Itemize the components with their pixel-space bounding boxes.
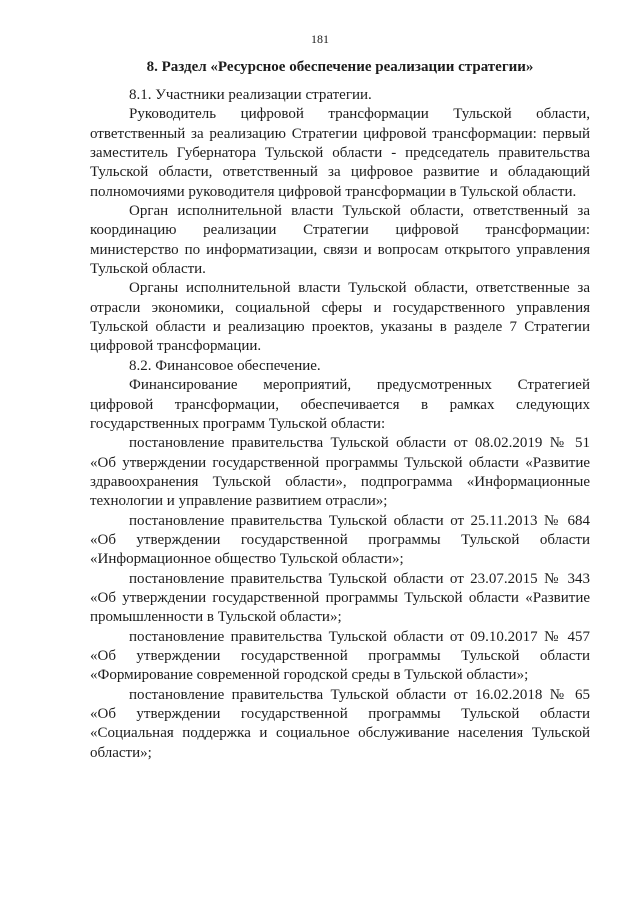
paragraph-coordinating-authority: Орган исполнительной власти Тульской области, ответственный за координацию реализации Стратегии цифровой трансформации: министерство по информатизации, связи и вопросам открытого управления Тульской области. — [90, 203, 590, 278]
page-number: 181 — [311, 32, 329, 46]
subsection-heading-participants: 8.1. Участники реализации стратегии. — [129, 87, 372, 103]
paragraph-program-industry: постановление правительства Тульской области от 23.07.2015 № 343 «Об утверждении государственной программы Тульской области «Развитие промышленности в Тульской области»; — [90, 570, 590, 626]
paragraph-program-information-society: постановление правительства Тульской области от 25.11.2013 № 684 «Об утверждении государственной программы Тульской области «Информационное общество Тульской области»; — [90, 512, 590, 568]
paragraph-financing-intro: Финансирование мероприятий, предусмотренных Стратегией цифровой трансформации, обеспечивается в рамках следующих государственных программ Тульской области: — [90, 377, 590, 432]
subsection-heading-financing: 8.2. Финансовое обеспечение. — [129, 357, 321, 374]
paragraph-program-healthcare: постановление правительства Тульской области от 08.02.2019 № 51 «Об утверждении государственной программы Тульской области «Развитие здравоохранения Тульской области», подпрограмма «Информационные технологии и управление развитием отрасли»; — [90, 435, 590, 510]
paragraph-program-social-support: постановление правительства Тульской области от 16.02.2018 № 65 «Об утверждении государственной программы Тульской области «Социальная поддержка и социальное обслуживание населения Тульской области»; — [90, 686, 590, 761]
paragraph-digital-transformation-head: Руководитель цифровой трансформации Тульской области, ответственный за реализацию Стратегии цифровой трансформации: первый заместитель Губернатора Тульской области - председатель правительства Тульской области, ответственный за цифровое развитие и обладающий полномочиями руководителя цифровой трансформации в Тульской области. — [90, 106, 590, 200]
section-title: 8. Раздел «Ресурсное обеспечение реализации стратегии» — [146, 59, 534, 75]
document-body — [90, 58, 590, 763]
paragraph-sector-authorities: Органы исполнительной власти Тульской области, ответственные за отрасли экономики, социальной сферы и государственного управления Тульской области и реализацию проектов, указаны в разделе 7 Стратегии цифровой трансформации. — [90, 280, 590, 355]
paragraph-program-urban-environment: постановление правительства Тульской области от 09.10.2017 № 457 «Об утверждении государственной программы Тульской области «Формирование современной городской среды в Тульской области»; — [90, 628, 590, 684]
